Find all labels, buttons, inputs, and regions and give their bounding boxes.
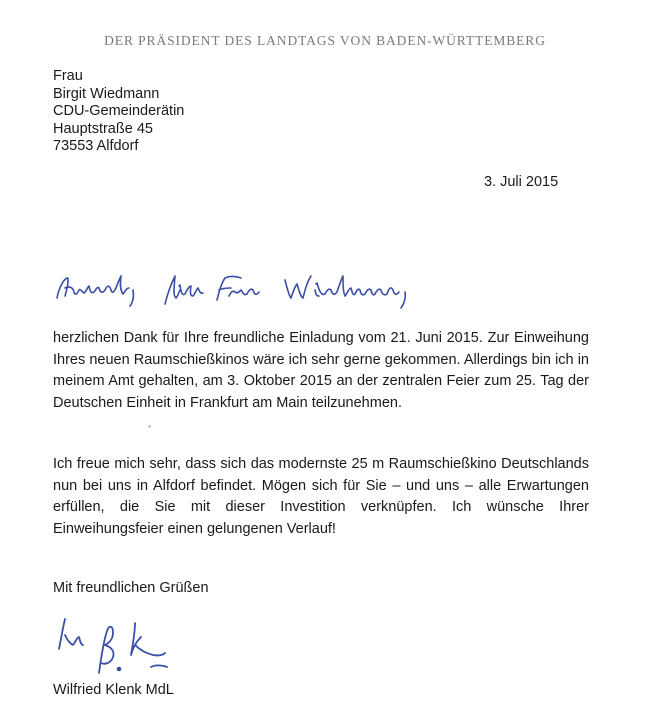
recipient-city: 73553 Alfdorf bbox=[53, 138, 139, 155]
handwritten-signature bbox=[55, 615, 195, 685]
letter-date: 3. Juli 2015 bbox=[484, 174, 559, 190]
letterhead: DER PRÄSIDENT DES LANDTAGS VON BADEN-WÜRTTEMBERG bbox=[104, 33, 546, 48]
closing: Mit freundlichen Grüßen bbox=[53, 580, 209, 596]
recipient-name: Birgit Wiedmann bbox=[53, 85, 160, 102]
recipient-street: Hauptstraße 45 bbox=[53, 120, 153, 137]
handwritten-salutation bbox=[53, 266, 473, 316]
recipient-role: CDU-Gemeinderätin bbox=[53, 103, 185, 120]
recipient-address bbox=[53, 68, 184, 156]
signer-name: Wilfried Klenk MdL bbox=[53, 682, 174, 698]
body-paragraph-1: herzlichen Dank für Ihre freundliche Einladung vom 21. Juni 2015. Zur Einweihung Ihres neuen Raumschießkinos wäre ich sehr gerne gekommen. Allerdings bin ich in meinem Amt gehalten, am 3. Oktober 2015 an der zentralen Feier zum 25. Tag der Deutschen Einheit in Frankfurt am Main teilzunehmen. bbox=[53, 330, 589, 411]
body-paragraph-2: Ich freue mich sehr, dass sich das modernste 25 m Raumschießkino Deutschlands nun bei uns in Alfdorf befindet. Mögen sich für Sie – und uns – alle Erwartungen erfüllen, die Sie mit dieser Investition verknüpfen. Ich wünsche Ihrer Einweihungsfeier einen gelungenen Verlauf! bbox=[53, 456, 589, 537]
scan-speck bbox=[148, 425, 151, 428]
recipient-salutation: Frau bbox=[53, 68, 83, 84]
